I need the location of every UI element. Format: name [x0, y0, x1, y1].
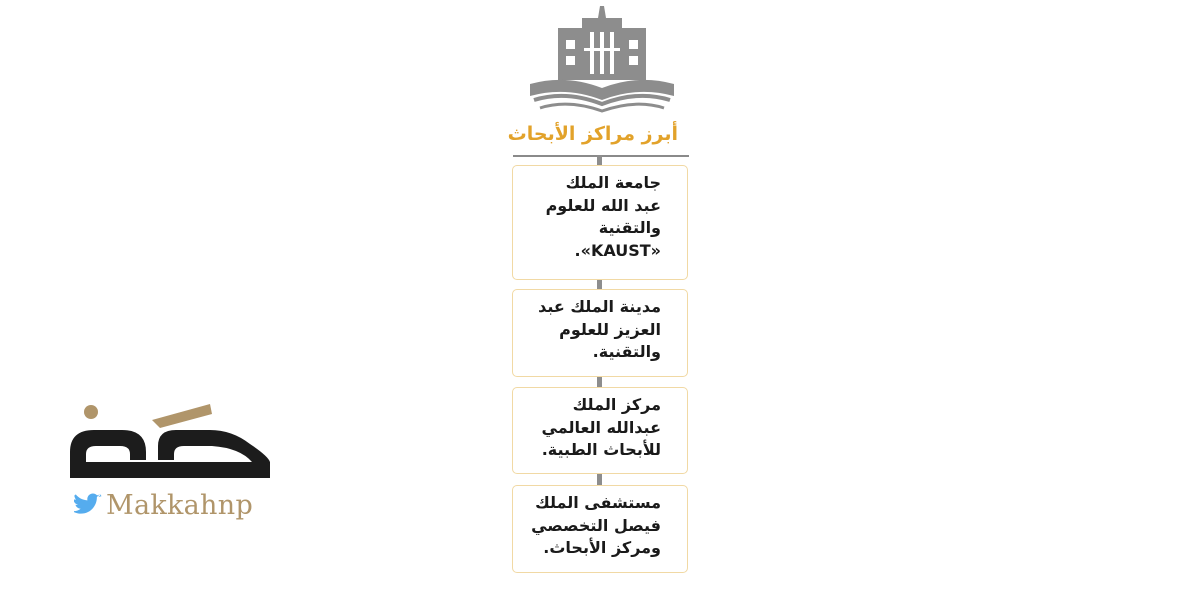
- card-text-line: عبدالله العالمي: [541, 417, 661, 437]
- research-center-card: [512, 165, 688, 280]
- research-center-card: [512, 485, 688, 573]
- card-text-line: جامعة الملك: [565, 173, 661, 192]
- building-book-icon: [526, 4, 678, 114]
- card-text-line: مركز الملك: [572, 395, 661, 414]
- research-center-card: [512, 289, 688, 377]
- card-text-line: والتقنية: [598, 218, 661, 237]
- infographic-title: أبرز مراكز الأبحاث: [507, 123, 678, 145]
- card-text-line: مدينة الملك عبد: [538, 297, 661, 316]
- card-text-line: والتقنية.: [592, 342, 661, 361]
- card-text-line: «KAUST».: [574, 240, 661, 260]
- card-text-line: العزيز للعلوم: [559, 319, 661, 339]
- card-text-line: للأبحاث الطبية.: [541, 440, 661, 459]
- card-text-line: عبد الله للعلوم: [545, 195, 661, 215]
- research-center-card: [512, 387, 688, 474]
- makkah-logo: [60, 400, 280, 486]
- makkah-newspaper-brand: [60, 400, 290, 530]
- twitter-handle[interactable]: [74, 488, 253, 522]
- research-centers-infographic: [500, 0, 700, 600]
- card-text-line: مستشفى الملك: [535, 493, 661, 512]
- card-text-line: ومركز الأبحاث.: [543, 538, 661, 557]
- twitter-handle-text: Makkahnp: [106, 489, 254, 521]
- twitter-bird-icon: [74, 493, 102, 517]
- card-text-line: فيصل التخصصي: [531, 515, 661, 535]
